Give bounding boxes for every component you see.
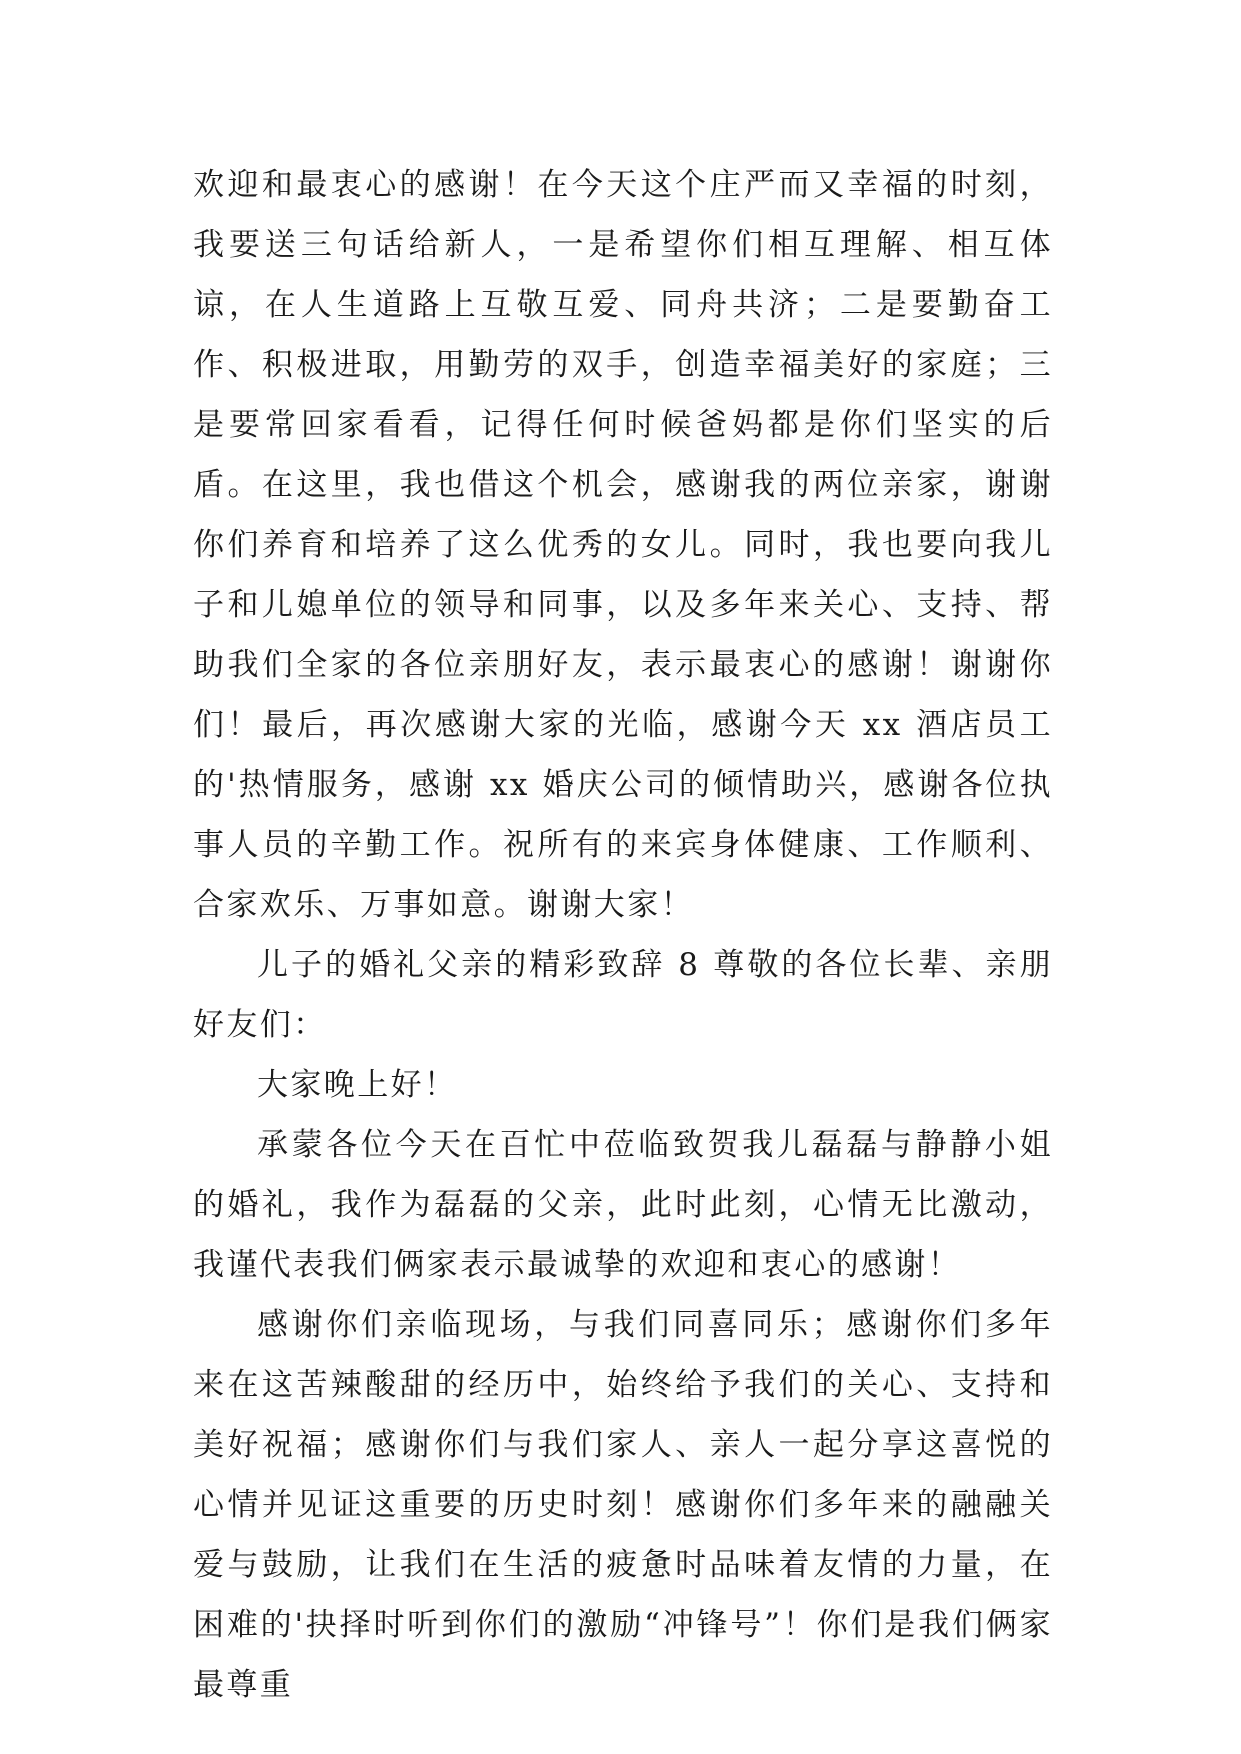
paragraph-3: 大家晚上好！ [257, 1067, 458, 1103]
document-page [193, 155, 1053, 1715]
paragraph-4: 承蒙各位今天在百忙中莅临致贺我儿磊磊与静静小姐的婚礼，我作为磊磊的父亲，此时此刻，心情无比激动，我谨代表我们俩家表示最诚挚的欢迎和衷心的感谢！ [193, 1127, 1053, 1283]
paragraph-5: 感谢你们亲临现场，与我们同喜同乐；感谢你们多年来在这苦辣酸甜的经历中，始终给予我们的关心、支持和美好祝福；感谢你们与我们家人、亲人一起分享这喜悦的心情并见证这重要的历史时刻！感谢你们多年来的融融关爱与鼓励，让我们在生活的疲惫时品味着友情的力量，在困难的'抉择时听到你们的激励“冲锋号”！你们是我们俩家最尊重 [193, 1307, 1053, 1703]
paragraph-1: 欢迎和最衷心的感谢！在今天这个庄严而又幸福的时刻，我要送三句话给新人，一是希望你们相互理解、相互体谅，在人生道路上互敬互爱、同舟共济；二是要勤奋工作、积极进取，用勤劳的双手，创造幸福美好的家庭；三是要常回家看看，记得任何时候爸妈都是你们坚实的后盾。在这里，我也借这个机会，感谢我的两位亲家，谢谢你们养育和培养了这么优秀的女儿。同时，我也要向我儿子和儿媳单位的领导和同事，以及多年来关心、支持、帮助我们全家的各位亲朋好友，表示最衷心的感谢！谢谢你们！最后，再次感谢大家的光临，感谢今天 xx 酒店员工的'热情服务，感谢 xx 婚庆公司的倾情助兴，感谢各位执事人员的辛勤工作。祝所有的来宾身体健康、工作顺利、合家欢乐、万事如意。谢谢大家！ [193, 167, 1053, 923]
paragraph-2: 儿子的婚礼父亲的精彩致辞 8 尊敬的各位长辈、亲朋好友们： [193, 947, 1053, 1043]
